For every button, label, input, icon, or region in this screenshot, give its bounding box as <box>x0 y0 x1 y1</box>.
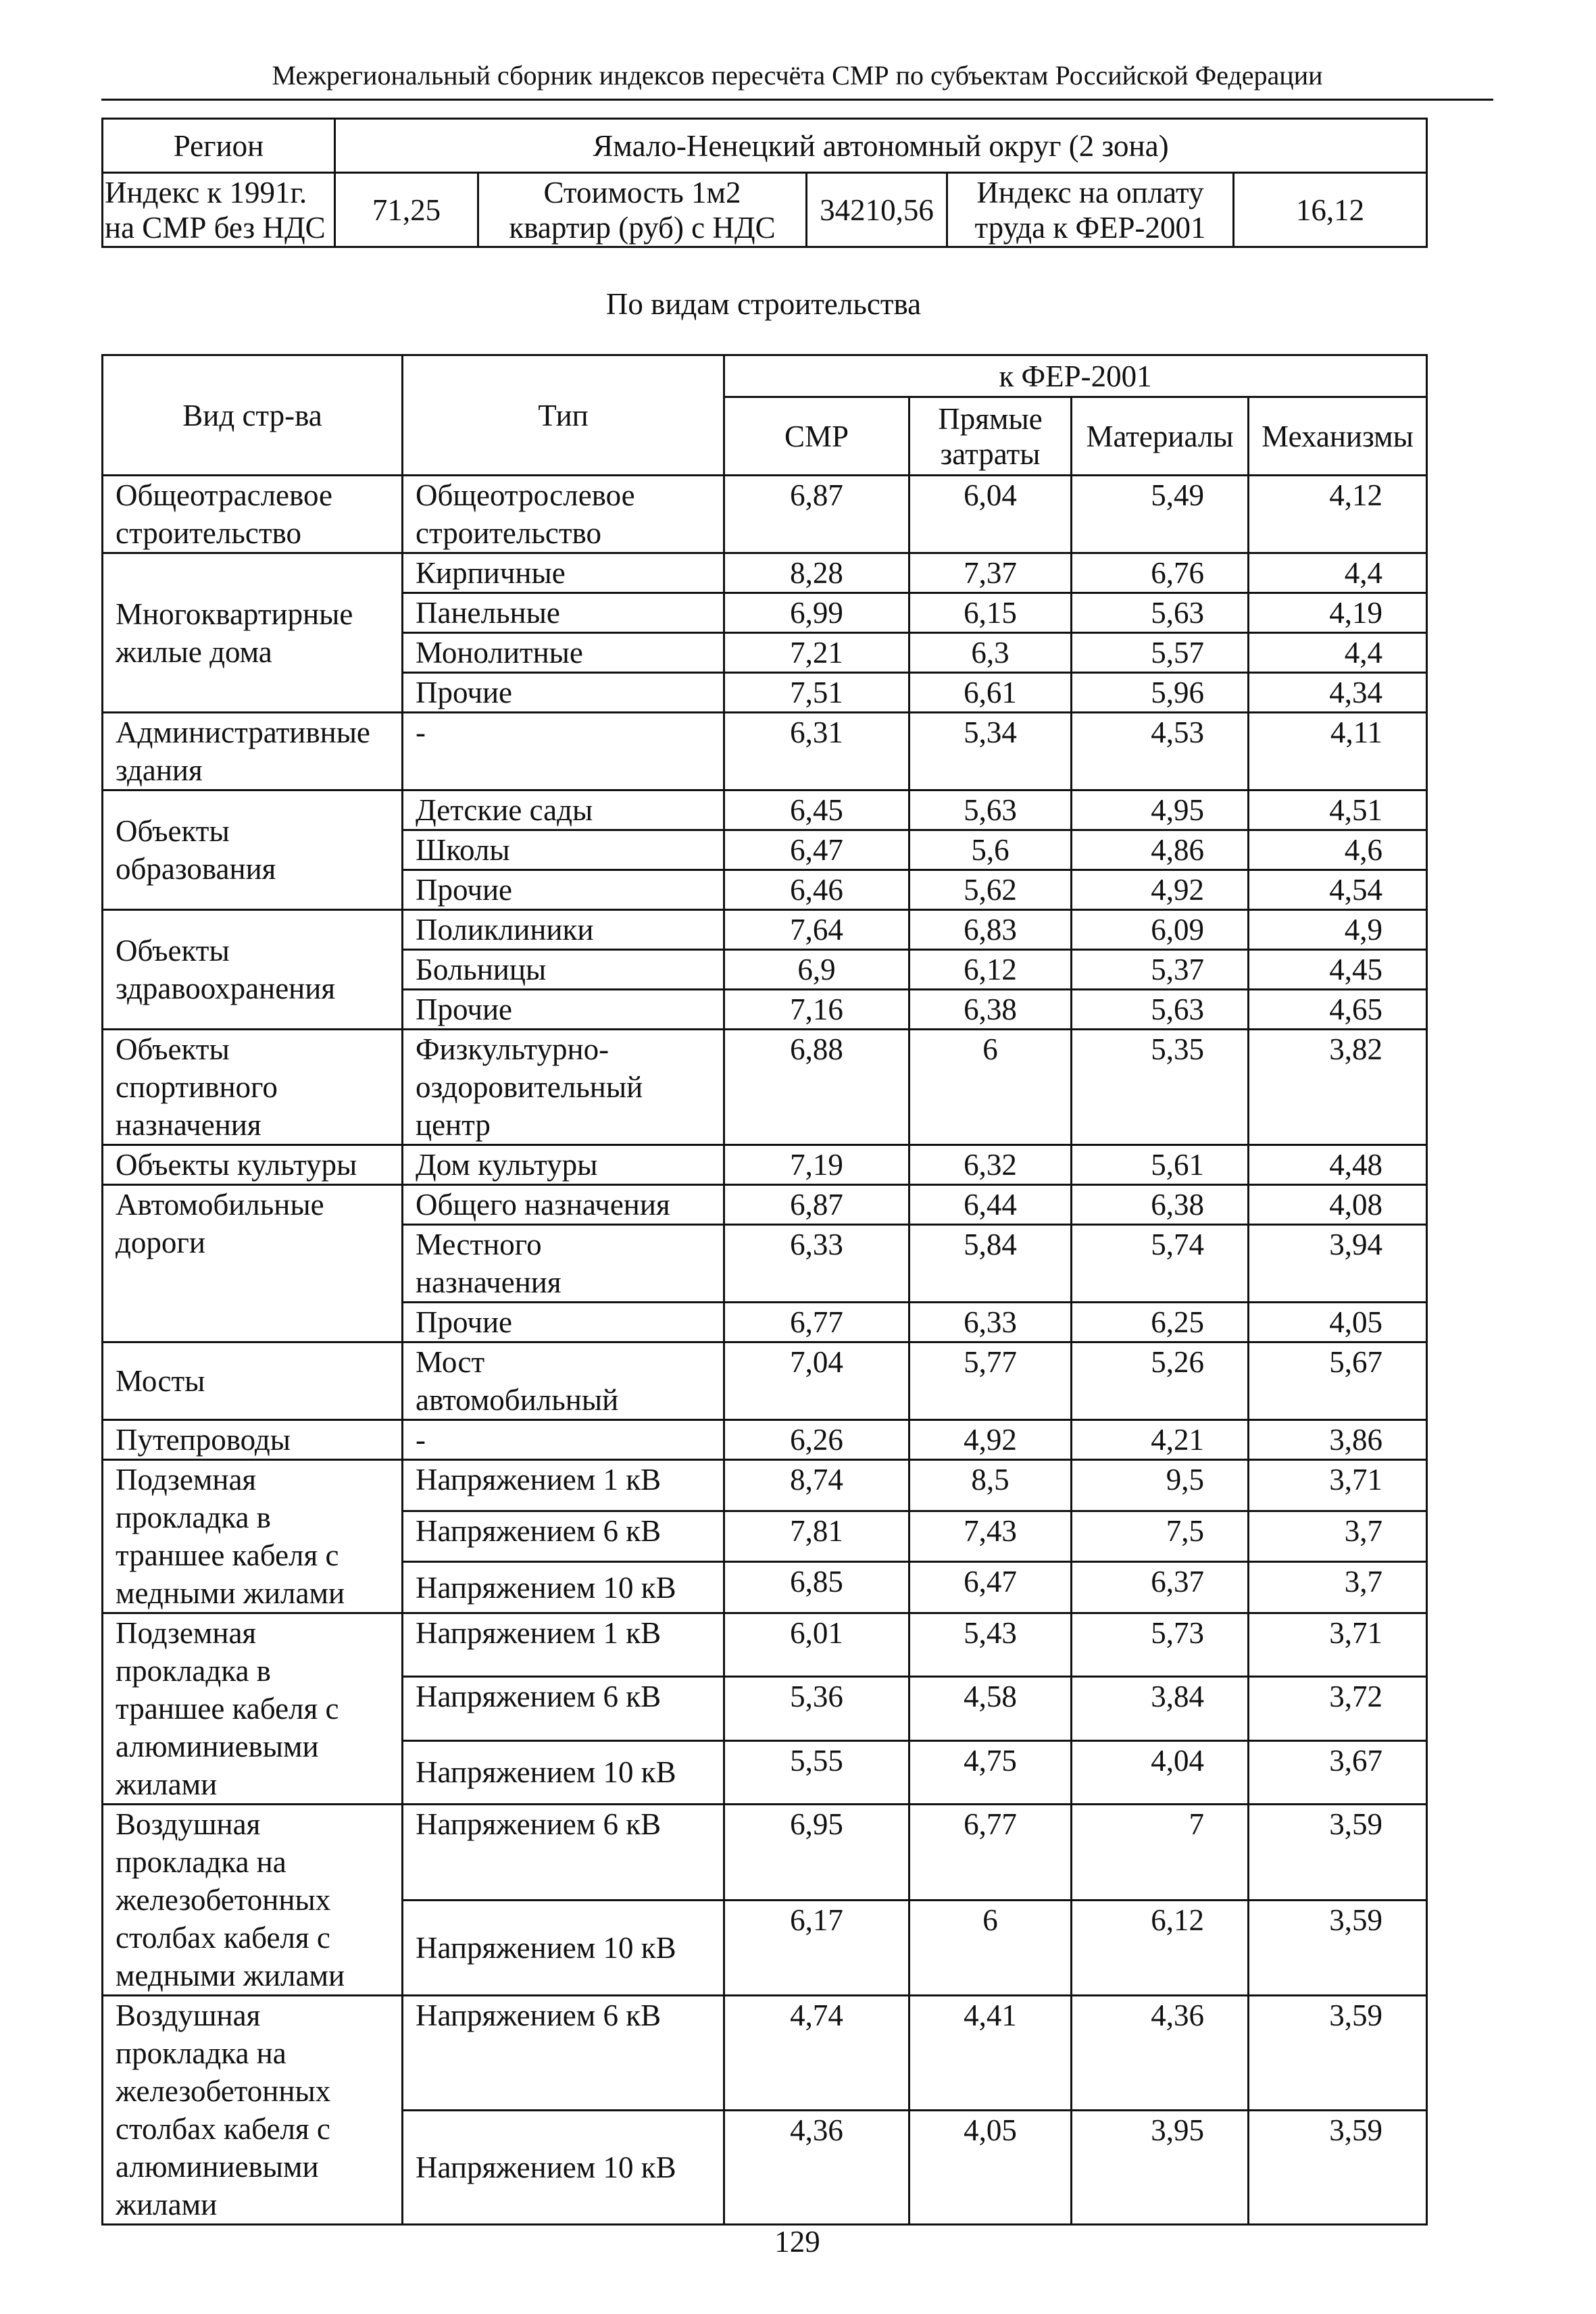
cell-machines: 4,19 <box>1249 593 1427 633</box>
header-row-1 <box>103 355 1427 397</box>
cell-smr: 7,16 <box>724 990 909 1030</box>
cell-direct: 6,38 <box>909 990 1072 1030</box>
cell-kind: Объекты здравоохранения <box>103 910 403 1030</box>
col-header-machines: Механизмы <box>1249 397 1427 476</box>
cell-smr: 7,51 <box>724 673 909 713</box>
cell-materials: 3,84 <box>1072 1677 1249 1740</box>
cell-type: Дом культуры <box>403 1145 724 1185</box>
cell-materials: 5,26 <box>1072 1342 1249 1420</box>
cell-materials: 5,35 <box>1072 1030 1249 1145</box>
cost-per-m2-label: Стоимость 1м2 квартир (руб) с НДС <box>478 173 807 247</box>
table-row <box>103 1613 1427 1677</box>
indices-table <box>101 354 1428 2225</box>
cell-materials: 5,37 <box>1072 950 1249 990</box>
table-row <box>103 790 1427 830</box>
cell-direct: 5,62 <box>909 870 1072 910</box>
cell-smr: 7,19 <box>724 1145 909 1185</box>
cell-kind: Объекты спортивного назначения <box>103 1030 403 1145</box>
cell-smr: 5,36 <box>724 1677 909 1740</box>
region-info-table <box>101 118 1428 248</box>
cell-machines: 3,71 <box>1249 1613 1427 1677</box>
cell-smr: 6,47 <box>724 830 909 870</box>
cell-smr: 6,95 <box>724 1805 909 1901</box>
cell-kind: Автомобильные дороги <box>103 1185 403 1342</box>
cell-materials: 4,92 <box>1072 870 1249 910</box>
cell-type: Напряжением 10 кВ <box>403 1562 724 1613</box>
cell-smr: 6,77 <box>724 1303 909 1342</box>
cell-smr: 6,85 <box>724 1562 909 1613</box>
cell-smr: 6,9 <box>724 950 909 990</box>
cell-type: Прочие <box>403 990 724 1030</box>
cell-materials: 6,12 <box>1072 1900 1249 1996</box>
cell-materials: 4,95 <box>1072 790 1249 830</box>
cell-smr: 6,88 <box>724 1030 909 1145</box>
cell-kind: Воздушная прокладка на железобетонных столбах кабеля с медными жилами <box>103 1805 403 1996</box>
cell-machines: 4,48 <box>1249 1145 1427 1185</box>
cell-smr: 6,26 <box>724 1420 909 1460</box>
cell-direct: 6 <box>909 1900 1072 1996</box>
cell-materials: 6,38 <box>1072 1185 1249 1225</box>
cell-machines: 4,45 <box>1249 950 1427 990</box>
cell-type: - <box>403 1420 724 1460</box>
cell-direct: 4,41 <box>909 1996 1072 2111</box>
cell-kind: Путепроводы <box>103 1420 403 1460</box>
cell-machines: 5,67 <box>1249 1342 1427 1420</box>
cell-direct: 6,32 <box>909 1145 1072 1185</box>
cell-type: Кирпичные <box>403 553 724 593</box>
cell-smr: 6,31 <box>724 713 909 790</box>
cell-machines: 3,59 <box>1249 2110 1427 2225</box>
cell-materials: 3,95 <box>1072 2110 1249 2225</box>
cell-direct: 6,61 <box>909 673 1072 713</box>
cell-materials: 5,63 <box>1072 593 1249 633</box>
cell-direct: 7,37 <box>909 553 1072 593</box>
cell-direct: 6,77 <box>909 1805 1072 1901</box>
cell-machines: 4,08 <box>1249 1185 1427 1225</box>
col-header-type: Тип <box>403 355 724 476</box>
table-row <box>103 476 1427 553</box>
cell-kind: Мосты <box>103 1342 403 1420</box>
table-row <box>103 1460 1427 1511</box>
cell-kind: Подземная прокладка в траншее кабеля с медными жилами <box>103 1460 403 1613</box>
cell-materials: 4,36 <box>1072 1996 1249 2111</box>
cell-machines: 3,86 <box>1249 1420 1427 1460</box>
cell-machines: 3,7 <box>1249 1562 1427 1613</box>
table-row <box>103 1420 1427 1460</box>
cell-direct: 5,34 <box>909 713 1072 790</box>
cell-machines: 4,54 <box>1249 870 1427 910</box>
cell-kind: Общеотраслевое строительство <box>103 476 403 553</box>
cell-type: Детские сады <box>403 790 724 830</box>
col-header-kind: Вид стр-ва <box>103 355 403 476</box>
table-row <box>103 1185 1427 1225</box>
cell-type: Напряжением 6 кВ <box>403 1677 724 1740</box>
cell-machines: 3,7 <box>1249 1511 1427 1562</box>
cell-direct: 7,43 <box>909 1511 1072 1562</box>
cell-direct: 4,58 <box>909 1677 1072 1740</box>
cell-machines: 3,59 <box>1249 1805 1427 1901</box>
cell-materials: 4,53 <box>1072 713 1249 790</box>
table-row <box>103 1145 1427 1185</box>
cell-direct: 6,15 <box>909 593 1072 633</box>
cell-machines: 3,82 <box>1249 1030 1427 1145</box>
cell-type: Общего назначения <box>403 1185 724 1225</box>
page-number: 129 <box>774 2225 820 2259</box>
cell-materials: 5,73 <box>1072 1613 1249 1677</box>
cell-type: Прочие <box>403 1303 724 1342</box>
cell-kind: Многоквартирные жилые дома <box>103 553 403 713</box>
cell-direct: 6,12 <box>909 950 1072 990</box>
cell-smr: 6,87 <box>724 1185 909 1225</box>
cell-machines: 4,6 <box>1249 830 1427 870</box>
cell-type: Напряжением 10 кВ <box>403 2110 724 2225</box>
cell-direct: 5,77 <box>909 1342 1072 1420</box>
cell-direct: 6,83 <box>909 910 1072 950</box>
cell-type: Местного назначения <box>403 1225 724 1303</box>
cell-materials: 5,61 <box>1072 1145 1249 1185</box>
section-title: По видам строительства <box>605 287 922 321</box>
cell-smr: 5,55 <box>724 1740 909 1804</box>
cell-machines: 4,34 <box>1249 673 1427 713</box>
cell-machines: 3,59 <box>1249 1996 1427 2111</box>
cell-smr: 6,01 <box>724 1613 909 1677</box>
cell-type: Напряжением 6 кВ <box>403 1511 724 1562</box>
cell-machines: 4,9 <box>1249 910 1427 950</box>
cell-machines: 4,05 <box>1249 1303 1427 1342</box>
cell-direct: 4,92 <box>909 1420 1072 1460</box>
cell-type: Монолитные <box>403 633 724 673</box>
cell-kind: Воздушная прокладка на железобетонных столбах кабеля с алюминиевыми жилами <box>103 1996 403 2225</box>
cell-smr: 6,46 <box>724 870 909 910</box>
cell-materials: 6,76 <box>1072 553 1249 593</box>
cell-type: Напряжением 1 кВ <box>403 1613 724 1677</box>
header-rule <box>101 99 1493 101</box>
cell-type: Панельные <box>403 593 724 633</box>
cell-smr: 6,99 <box>724 593 909 633</box>
cell-machines: 4,4 <box>1249 633 1427 673</box>
cell-materials: 5,96 <box>1072 673 1249 713</box>
cell-materials: 6,37 <box>1072 1562 1249 1613</box>
cell-machines: 3,94 <box>1249 1225 1427 1303</box>
cell-smr: 7,21 <box>724 633 909 673</box>
cell-direct: 6 <box>909 1030 1072 1145</box>
cell-type: Напряжением 6 кВ <box>403 1996 724 2111</box>
cell-smr: 8,74 <box>724 1460 909 1511</box>
cell-smr: 7,64 <box>724 910 909 950</box>
cell-machines: 4,11 <box>1249 713 1427 790</box>
cell-smr: 6,17 <box>724 1900 909 1996</box>
cell-direct: 5,84 <box>909 1225 1072 1303</box>
region-value: Ямало-Ненецкий автономный округ (2 зона) <box>335 119 1427 173</box>
cell-materials: 7 <box>1072 1805 1249 1901</box>
cell-materials: 4,86 <box>1072 830 1249 870</box>
cell-type: Напряжением 1 кВ <box>403 1460 724 1511</box>
cell-direct: 4,75 <box>909 1740 1072 1804</box>
cell-smr: 4,74 <box>724 1996 909 2111</box>
region-row <box>103 119 1427 173</box>
cell-type: - <box>403 713 724 790</box>
cell-type: Прочие <box>403 673 724 713</box>
table-row <box>103 910 1427 950</box>
cell-type: Больницы <box>403 950 724 990</box>
cell-type: Прочие <box>403 870 724 910</box>
cell-type: Поликлиники <box>403 910 724 950</box>
cell-machines: 3,71 <box>1249 1460 1427 1511</box>
index-row <box>103 173 1427 247</box>
cell-kind: Административные здания <box>103 713 403 790</box>
cell-materials: 9,5 <box>1072 1460 1249 1511</box>
cell-smr: 6,87 <box>724 476 909 553</box>
cell-materials: 5,57 <box>1072 633 1249 673</box>
cell-type: Физкультурно- оздоровительный центр <box>403 1030 724 1145</box>
cell-machines: 3,67 <box>1249 1740 1427 1804</box>
cell-machines: 3,72 <box>1249 1677 1427 1740</box>
cell-materials: 7,5 <box>1072 1511 1249 1562</box>
cell-smr: 8,28 <box>724 553 909 593</box>
index-1991-label: Индекс к 1991г. на СМР без НДС <box>103 173 335 247</box>
cost-per-m2-value: 34210,56 <box>807 173 947 247</box>
cell-materials: 6,25 <box>1072 1303 1249 1342</box>
labor-index-label: Индекс на оплату труда к ФЕР-2001 <box>947 173 1234 247</box>
cell-smr: 7,04 <box>724 1342 909 1420</box>
cell-materials: 4,21 <box>1072 1420 1249 1460</box>
cell-type: Напряжением 10 кВ <box>403 1900 724 1996</box>
cell-type: Мост автомобильный <box>403 1342 724 1420</box>
col-header-smr: СМР <box>724 397 909 476</box>
cell-type: Школы <box>403 830 724 870</box>
col-header-direct: Прямые затраты <box>909 397 1072 476</box>
cell-materials: 4,04 <box>1072 1740 1249 1804</box>
cell-kind: Подземная прокладка в траншее кабеля с алюминиевыми жилами <box>103 1613 403 1805</box>
cell-materials: 5,49 <box>1072 476 1249 553</box>
cell-direct: 6,47 <box>909 1562 1072 1613</box>
cell-smr: 6,45 <box>724 790 909 830</box>
cell-type: Напряжением 6 кВ <box>403 1805 724 1901</box>
cell-type: Общеотрослевое строительство <box>403 476 724 553</box>
col-header-materials: Материалы <box>1072 397 1249 476</box>
cell-smr: 4,36 <box>724 2110 909 2225</box>
cell-type: Напряжением 10 кВ <box>403 1740 724 1804</box>
cell-machines: 4,51 <box>1249 790 1427 830</box>
cell-machines: 4,65 <box>1249 990 1427 1030</box>
cell-direct: 6,04 <box>909 476 1072 553</box>
table-row <box>103 1342 1427 1420</box>
labor-index-value: 16,12 <box>1234 173 1427 247</box>
cell-direct: 4,05 <box>909 2110 1072 2225</box>
table-row <box>103 553 1427 593</box>
cell-machines: 4,12 <box>1249 476 1427 553</box>
running-title: Межрегиональный сборник индексов пересчёта СМР по субъектам Российской Федерации <box>272 60 1323 91</box>
region-label: Регион <box>103 119 335 173</box>
table-row <box>103 713 1427 790</box>
cell-direct: 6,3 <box>909 633 1072 673</box>
table-row <box>103 1030 1427 1145</box>
cell-smr: 6,33 <box>724 1225 909 1303</box>
cell-materials: 5,74 <box>1072 1225 1249 1303</box>
cell-materials: 5,63 <box>1072 990 1249 1030</box>
cell-machines: 3,59 <box>1249 1900 1427 1996</box>
cell-kind: Объекты образования <box>103 790 403 910</box>
cell-direct: 5,63 <box>909 790 1072 830</box>
table-body <box>103 476 1427 2225</box>
cell-direct: 8,5 <box>909 1460 1072 1511</box>
cell-kind: Объекты культуры <box>103 1145 403 1185</box>
cell-materials: 6,09 <box>1072 910 1249 950</box>
cell-direct: 6,33 <box>909 1303 1072 1342</box>
col-header-group: к ФЕР-2001 <box>724 355 1427 397</box>
table-row <box>103 1805 1427 1901</box>
table-row <box>103 1996 1427 2111</box>
cell-direct: 6,44 <box>909 1185 1072 1225</box>
cell-direct: 5,43 <box>909 1613 1072 1677</box>
cell-smr: 7,81 <box>724 1511 909 1562</box>
cell-direct: 5,6 <box>909 830 1072 870</box>
cell-machines: 4,4 <box>1249 553 1427 593</box>
index-1991-value: 71,25 <box>335 173 478 247</box>
